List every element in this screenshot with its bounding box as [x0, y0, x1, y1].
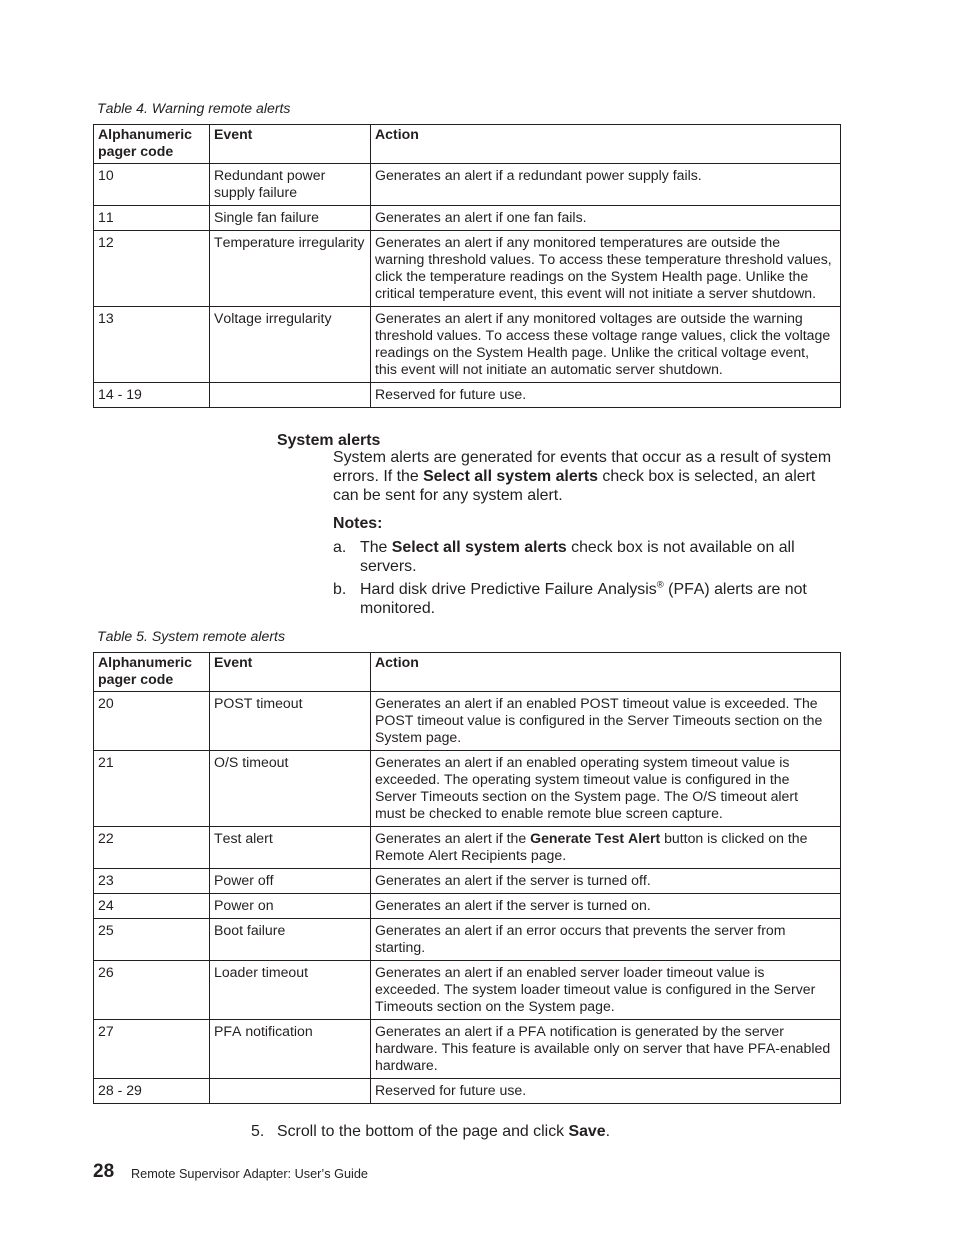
action-line: Generates an alert if an enabled POST timeout value is exceeded. The: [375, 695, 818, 711]
action-line: Generates an alert if any monitored temperatures are outside the: [375, 234, 781, 250]
warning-remote-alerts-table: [93, 124, 841, 408]
table-row: [94, 1020, 841, 1079]
paragraph-text: check box is selected, an alert can be sent for any system alert.: [333, 468, 816, 504]
event-cell: Power off: [210, 869, 371, 894]
pager-code-cell: 26: [94, 961, 210, 1020]
action-line: System page.: [375, 729, 462, 745]
action-cell: [371, 1020, 841, 1079]
note-text: Hard disk drive Predictive Failure Analysis: [360, 581, 657, 598]
event-cell: Redundant power supply failure: [210, 164, 371, 206]
action-text: Generates an alert if the: [375, 830, 531, 846]
paragraph-emphasis: Select all system alerts: [423, 468, 598, 485]
action-cell: [371, 307, 841, 383]
action-line: Reserved for future use.: [375, 386, 527, 402]
table-5-caption: Table 5. System remote alerts: [97, 628, 285, 644]
event-cell: Temperature irregularity: [210, 231, 371, 307]
table-header-row: [94, 653, 841, 692]
action-cell: [371, 1079, 841, 1104]
note-a: [360, 538, 839, 576]
event-cell: PFA notification: [210, 1020, 371, 1079]
action-line: Generates an alert if any monitored voltages are outside the warning: [375, 310, 803, 326]
save-label: Save: [568, 1123, 606, 1140]
action-line: Reserved for future use.: [375, 1082, 527, 1098]
action-line: Generates an alert if an enabled server loader timeout value is: [375, 964, 765, 980]
action-cell: [371, 206, 841, 231]
table-row: [94, 231, 841, 307]
pager-code-cell: 12: [94, 231, 210, 307]
note-a-marker: a.: [333, 539, 347, 556]
table-header-row: [94, 125, 841, 164]
column-header-event: Event: [210, 653, 371, 692]
event-cell: POST timeout: [210, 692, 371, 751]
column-header-code: Alphanumeric pager code: [94, 653, 210, 692]
action-line: starting.: [375, 939, 426, 955]
event-cell: O/S timeout: [210, 751, 371, 827]
action-line: hardware. This feature is available only on server that have PFA-enabled: [375, 1040, 831, 1056]
action-cell: [371, 692, 841, 751]
action-line: hardware.: [375, 1057, 438, 1073]
action-line: warning threshold values. To access these temperature threshold values,: [375, 251, 832, 267]
table-row: [94, 307, 841, 383]
event-cell: Test alert: [210, 827, 371, 869]
pager-code-cell: 27: [94, 1020, 210, 1079]
note-b: [360, 580, 839, 618]
pager-code-cell: 14 - 19: [94, 383, 210, 408]
pager-code-cell: 21: [94, 751, 210, 827]
table-row: [94, 383, 841, 408]
action-line: click the temperature readings on the System Health page. Unlike the: [375, 268, 809, 284]
column-header-code: Alphanumeric pager code: [94, 125, 210, 164]
table-row: [94, 1079, 841, 1104]
table-row: [94, 961, 841, 1020]
table-row: [94, 751, 841, 827]
event-cell: Voltage irregularity: [210, 307, 371, 383]
action-cell: [371, 961, 841, 1020]
action-line: Remote Alert Recipients page.: [375, 847, 567, 863]
action-cell: [371, 231, 841, 307]
system-remote-alerts-table: [93, 652, 841, 1104]
column-header-action: Action: [371, 125, 841, 164]
step-text: Scroll to the bottom of the page and click: [277, 1123, 569, 1140]
note-b-marker: b.: [333, 581, 347, 598]
pager-code-cell: 20: [94, 692, 210, 751]
action-line: Generates an alert if a PFA notification is generated by the server: [375, 1023, 784, 1039]
action-line: Timeouts section on the System page.: [375, 998, 615, 1014]
registered-mark: ®: [656, 579, 664, 591]
action-cell: [371, 919, 841, 961]
pager-code-cell: 11: [94, 206, 210, 231]
action-line: must be checked to enable remote blue screen capture.: [375, 805, 723, 821]
action-cell: [371, 894, 841, 919]
table-4-caption: Table 4. Warning remote alerts: [97, 100, 291, 116]
action-line: readings on the System Health page. Unlike the critical voltage event,: [375, 344, 810, 360]
event-cell: Power on: [210, 894, 371, 919]
step-5-text: [277, 1122, 610, 1141]
note-text: The: [360, 539, 392, 556]
step-text: .: [605, 1123, 611, 1140]
table-row: [94, 919, 841, 961]
action-line: Generates an alert if the server is turned on.: [375, 897, 651, 913]
event-cell: Boot failure: [210, 919, 371, 961]
event-cell: [210, 1079, 371, 1104]
action-line: exceeded. The system loader timeout value is configured in the Server: [375, 981, 816, 997]
system-alerts-heading: System alerts: [277, 432, 381, 449]
footer-title: Remote Supervisor Adapter: User’s Guide: [131, 1167, 368, 1181]
action-line: Server Timeouts section on the System page. The O/S timeout alert: [375, 788, 799, 804]
action-cell: [371, 164, 841, 206]
action-line: this event will not initiate an automatic server shutdown.: [375, 361, 723, 377]
action-cell: [371, 383, 841, 408]
note-text: check box is not available on all servers.: [360, 539, 795, 575]
pager-code-cell: 24: [94, 894, 210, 919]
table-row: [94, 164, 841, 206]
action-line: Generates an alert if one fan fails.: [375, 209, 587, 225]
action-line: Generates an alert if the server is turned off.: [375, 872, 651, 888]
event-cell: Loader timeout: [210, 961, 371, 1020]
pager-code-cell: 28 - 29: [94, 1079, 210, 1104]
action-cell: [371, 751, 841, 827]
note-text: (PFA) alerts are not monitored.: [360, 581, 807, 617]
action-line: Generates an alert if an error occurs that prevents the server from: [375, 922, 786, 938]
table-row: [94, 869, 841, 894]
pager-code-cell: 22: [94, 827, 210, 869]
event-cell: [210, 383, 371, 408]
page-number: 28: [93, 1161, 115, 1182]
pager-code-cell: 25: [94, 919, 210, 961]
action-cell: [371, 869, 841, 894]
action-line: POST timeout value is configured in the Server Timeouts section on the: [375, 712, 823, 728]
system-alerts-paragraph: [333, 448, 839, 505]
table-row: [94, 894, 841, 919]
table-row: [94, 827, 841, 869]
action-line: threshold values. To access these voltage range values, click the voltage: [375, 327, 831, 343]
pager-code-cell: 13: [94, 307, 210, 383]
notes-label: Notes:: [333, 515, 383, 532]
action-line: [375, 830, 836, 847]
pager-code-cell: 10: [94, 164, 210, 206]
table-row: [94, 692, 841, 751]
table-row: [94, 206, 841, 231]
note-emphasis: Select all system alerts: [391, 539, 567, 556]
action-line: critical temperature event, this event will not initiate a server shutdown.: [375, 285, 817, 301]
event-cell: Single fan failure: [210, 206, 371, 231]
paragraph-text: System alerts are generated for events that occur as a result of system errors. If the: [333, 449, 832, 485]
action-emphasis: Generate Test Alert: [530, 830, 661, 846]
action-text: button is clicked on the: [660, 830, 808, 846]
column-header-event: Event: [210, 125, 371, 164]
column-header-action: Action: [371, 653, 841, 692]
action-line: Generates an alert if an enabled operating system timeout value is: [375, 754, 790, 770]
pager-code-cell: 23: [94, 869, 210, 894]
action-line: exceeded. The operating system timeout value is configured in the: [375, 771, 790, 787]
step-5-marker: 5.: [251, 1123, 265, 1140]
action-line: Generates an alert if a redundant power supply fails.: [375, 167, 702, 183]
action-cell: [371, 827, 841, 869]
